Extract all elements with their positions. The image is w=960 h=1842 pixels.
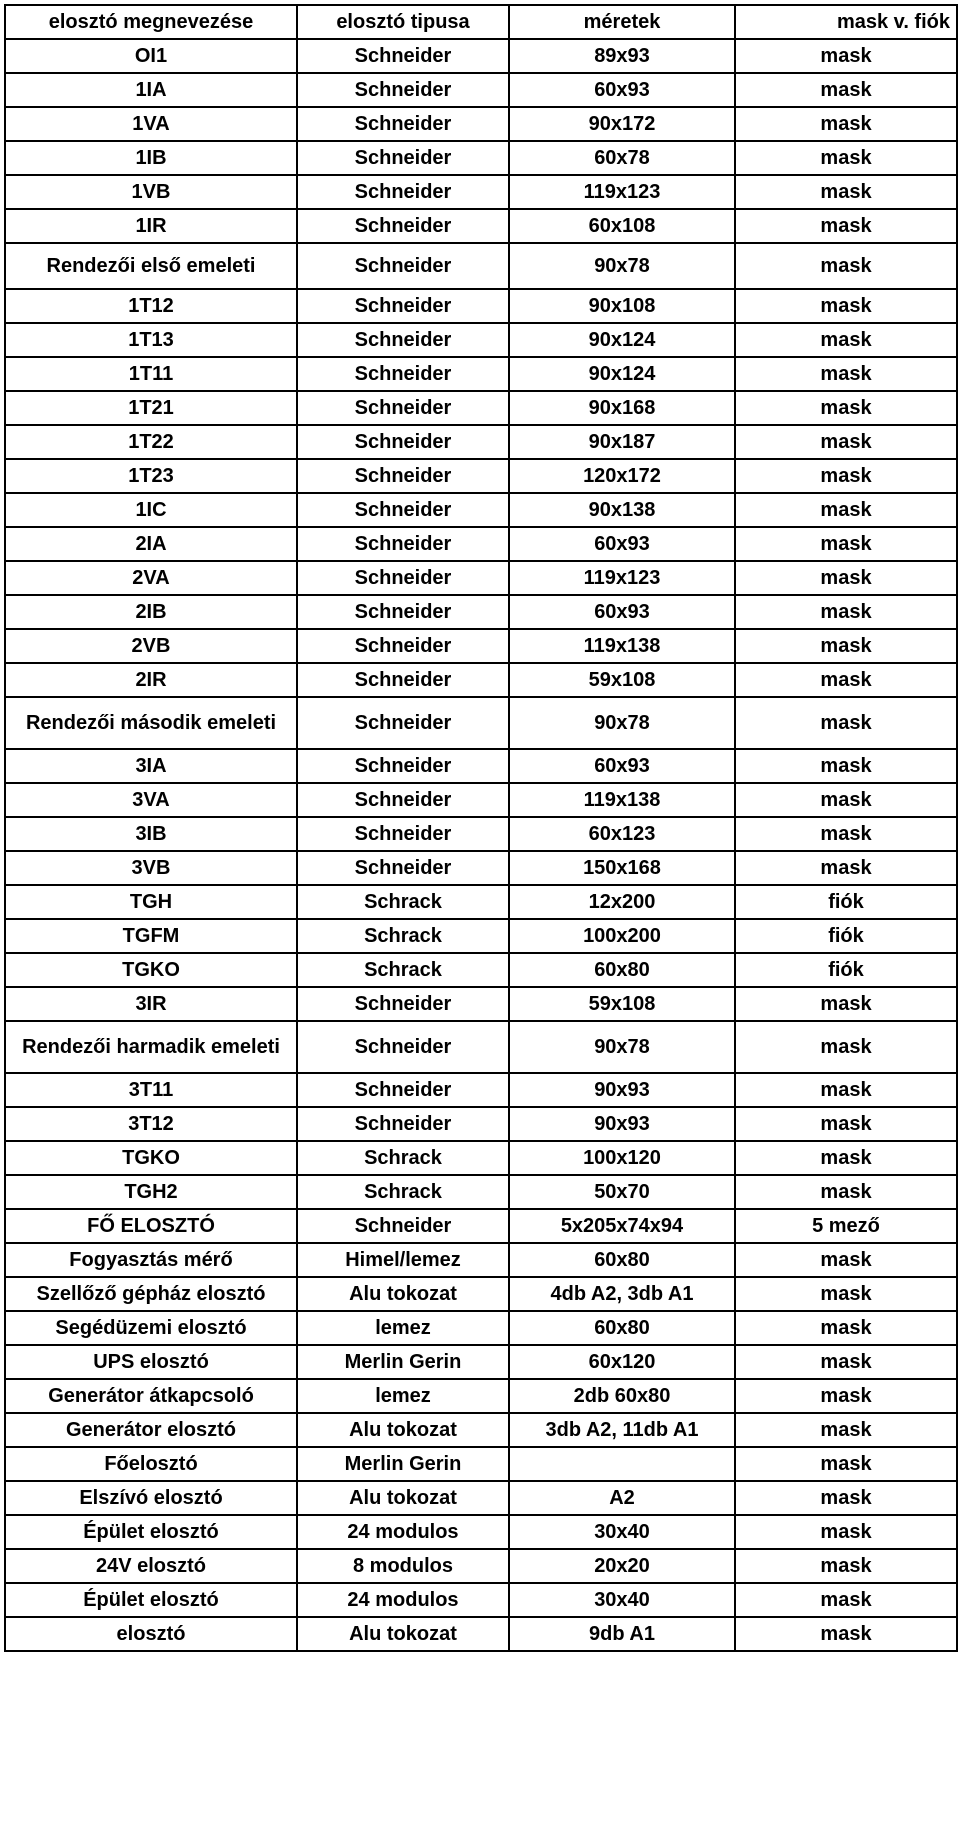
row-cell-mask-or-drawer: mask: [735, 323, 957, 357]
row-cell-name: Főelosztó: [5, 1447, 297, 1481]
row-cell-type: Schneider: [297, 1021, 509, 1073]
row-cell-size: 150x168: [509, 851, 735, 885]
row-cell-type: Schneider: [297, 107, 509, 141]
table-row: [5, 987, 957, 1021]
row-cell-name: FŐ ELOSZTÓ: [5, 1209, 297, 1243]
row-cell-mask-or-drawer: fiók: [735, 953, 957, 987]
row-cell-mask-or-drawer: mask: [735, 459, 957, 493]
header-cell-name: elosztó megnevezése: [5, 5, 297, 39]
row-cell-mask-or-drawer: mask: [735, 1175, 957, 1209]
row-cell-type: Schneider: [297, 851, 509, 885]
row-cell-mask-or-drawer: mask: [735, 391, 957, 425]
row-cell-mask-or-drawer: fiók: [735, 919, 957, 953]
row-cell-type: Schneider: [297, 289, 509, 323]
row-cell-size: 120x172: [509, 459, 735, 493]
header-row: [5, 5, 957, 39]
row-cell-mask-or-drawer: mask: [735, 289, 957, 323]
row-cell-mask-or-drawer: mask: [735, 663, 957, 697]
row-cell-type: Schneider: [297, 783, 509, 817]
table-row: [5, 175, 957, 209]
row-cell-mask-or-drawer: mask: [735, 749, 957, 783]
row-cell-size: 60x78: [509, 141, 735, 175]
row-cell-mask-or-drawer: mask: [735, 209, 957, 243]
row-cell-mask-or-drawer: mask: [735, 1583, 957, 1617]
row-cell-size: 60x123: [509, 817, 735, 851]
row-cell-name: 3IA: [5, 749, 297, 783]
row-cell-mask-or-drawer: mask: [735, 1549, 957, 1583]
row-cell-size: 60x80: [509, 953, 735, 987]
row-cell-name: 1VA: [5, 107, 297, 141]
header-cell-size: méretek: [509, 5, 735, 39]
header-cell-type: elosztó tipusa: [297, 5, 509, 39]
row-cell-name: Rendezői harmadik emeleti: [5, 1021, 297, 1073]
row-cell-type: Schneider: [297, 141, 509, 175]
row-cell-size: 90x124: [509, 323, 735, 357]
row-cell-type: Schneider: [297, 663, 509, 697]
row-cell-mask-or-drawer: mask: [735, 357, 957, 391]
table-row: [5, 107, 957, 141]
row-cell-size: 119x138: [509, 629, 735, 663]
table-row: [5, 749, 957, 783]
row-cell-type: Schneider: [297, 209, 509, 243]
row-cell-size: 5x205x74x94: [509, 1209, 735, 1243]
row-cell-name: Elszívó elosztó: [5, 1481, 297, 1515]
row-cell-type: Alu tokozat: [297, 1277, 509, 1311]
row-cell-type: Schneider: [297, 243, 509, 289]
row-cell-type: 24 modulos: [297, 1583, 509, 1617]
row-cell-name: 1T13: [5, 323, 297, 357]
table-row: [5, 1209, 957, 1243]
row-cell-name: 2VA: [5, 561, 297, 595]
row-cell-type: Schneider: [297, 73, 509, 107]
row-cell-type: Schrack: [297, 919, 509, 953]
row-cell-size: 119x123: [509, 175, 735, 209]
table-row: [5, 851, 957, 885]
table-row: [5, 425, 957, 459]
table-row: [5, 1379, 957, 1413]
row-cell-name: TGFM: [5, 919, 297, 953]
row-cell-type: Schneider: [297, 1073, 509, 1107]
row-cell-mask-or-drawer: mask: [735, 595, 957, 629]
row-cell-name: 1IB: [5, 141, 297, 175]
table-row: [5, 1447, 957, 1481]
table-row: [5, 1413, 957, 1447]
row-cell-name: 2VB: [5, 629, 297, 663]
row-cell-size: 3db A2, 11db A1: [509, 1413, 735, 1447]
table-row: [5, 1107, 957, 1141]
distribution-board-table: [4, 4, 958, 1652]
table-row: [5, 289, 957, 323]
row-cell-mask-or-drawer: mask: [735, 141, 957, 175]
row-cell-mask-or-drawer: mask: [735, 1617, 957, 1651]
row-cell-type: Schneider: [297, 697, 509, 749]
row-cell-name: Fogyasztás mérő: [5, 1243, 297, 1277]
row-cell-name: TGKO: [5, 953, 297, 987]
table-row: [5, 1481, 957, 1515]
table-row: [5, 1311, 957, 1345]
row-cell-name: TGH2: [5, 1175, 297, 1209]
row-cell-name: Rendezői második emeleti: [5, 697, 297, 749]
row-cell-mask-or-drawer: mask: [735, 493, 957, 527]
row-cell-type: Schneider: [297, 175, 509, 209]
row-cell-name: TGKO: [5, 1141, 297, 1175]
row-cell-type: Schneider: [297, 629, 509, 663]
table-row: [5, 73, 957, 107]
row-cell-size: 90x93: [509, 1073, 735, 1107]
table-row: [5, 243, 957, 289]
row-cell-size: 90x93: [509, 1107, 735, 1141]
row-cell-mask-or-drawer: mask: [735, 527, 957, 561]
row-cell-mask-or-drawer: mask: [735, 425, 957, 459]
row-cell-name: elosztó: [5, 1617, 297, 1651]
table-row: [5, 561, 957, 595]
row-cell-type: Schneider: [297, 493, 509, 527]
row-cell-name: Rendezői első emeleti: [5, 243, 297, 289]
row-cell-name: 2IR: [5, 663, 297, 697]
row-cell-mask-or-drawer: mask: [735, 1141, 957, 1175]
row-cell-mask-or-drawer: mask: [735, 561, 957, 595]
row-cell-name: 3IR: [5, 987, 297, 1021]
row-cell-mask-or-drawer: mask: [735, 851, 957, 885]
row-cell-name: TGH: [5, 885, 297, 919]
row-cell-size: 9db A1: [509, 1617, 735, 1651]
table-row: [5, 1617, 957, 1651]
row-cell-size: 60x93: [509, 527, 735, 561]
table-row: [5, 953, 957, 987]
row-cell-type: Schneider: [297, 459, 509, 493]
row-cell-name: 24V elosztó: [5, 1549, 297, 1583]
table-row: [5, 527, 957, 561]
table-row: [5, 629, 957, 663]
table-row: [5, 493, 957, 527]
row-cell-mask-or-drawer: mask: [735, 1481, 957, 1515]
table-row: [5, 885, 957, 919]
row-cell-size: 30x40: [509, 1583, 735, 1617]
row-cell-mask-or-drawer: mask: [735, 1515, 957, 1549]
table-row: [5, 141, 957, 175]
row-cell-size: 90x108: [509, 289, 735, 323]
row-cell-size: A2: [509, 1481, 735, 1515]
row-cell-mask-or-drawer: mask: [735, 629, 957, 663]
row-cell-mask-or-drawer: mask: [735, 39, 957, 73]
row-cell-mask-or-drawer: mask: [735, 1345, 957, 1379]
row-cell-name: Generátor átkapcsoló: [5, 1379, 297, 1413]
row-cell-mask-or-drawer: mask: [735, 1277, 957, 1311]
table-row: [5, 1345, 957, 1379]
row-cell-type: lemez: [297, 1379, 509, 1413]
row-cell-mask-or-drawer: mask: [735, 73, 957, 107]
row-cell-size: 59x108: [509, 987, 735, 1021]
distribution-board-sheet: [4, 4, 956, 1652]
row-cell-mask-or-drawer: mask: [735, 697, 957, 749]
row-cell-name: 3VB: [5, 851, 297, 885]
row-cell-name: 1VB: [5, 175, 297, 209]
row-cell-type: Alu tokozat: [297, 1617, 509, 1651]
row-cell-size: 60x93: [509, 749, 735, 783]
row-cell-name: 3T11: [5, 1073, 297, 1107]
row-cell-size: 119x123: [509, 561, 735, 595]
row-cell-name: Segédüzemi elosztó: [5, 1311, 297, 1345]
row-cell-size: 20x20: [509, 1549, 735, 1583]
table-row: [5, 1277, 957, 1311]
row-cell-name: 3VA: [5, 783, 297, 817]
row-cell-size: 100x200: [509, 919, 735, 953]
table-row: [5, 1583, 957, 1617]
table-row: [5, 323, 957, 357]
row-cell-type: Schneider: [297, 357, 509, 391]
row-cell-size: 119x138: [509, 783, 735, 817]
row-cell-type: Schneider: [297, 1107, 509, 1141]
row-cell-name: OI1: [5, 39, 297, 73]
row-cell-name: UPS elosztó: [5, 1345, 297, 1379]
row-cell-mask-or-drawer: mask: [735, 1447, 957, 1481]
header-cell-mask-or-drawer: mask v. fiók: [735, 5, 957, 39]
row-cell-type: Schrack: [297, 1175, 509, 1209]
table-row: [5, 1175, 957, 1209]
row-cell-name: Szellőző gépház elosztó: [5, 1277, 297, 1311]
row-cell-type: Schrack: [297, 953, 509, 987]
row-cell-name: 1T21: [5, 391, 297, 425]
table-body: [5, 5, 957, 1651]
row-cell-size: 90x124: [509, 357, 735, 391]
table-row: [5, 783, 957, 817]
row-cell-name: 2IB: [5, 595, 297, 629]
table-row: [5, 209, 957, 243]
row-cell-size: 90x138: [509, 493, 735, 527]
row-cell-size: 4db A2, 3db A1: [509, 1277, 735, 1311]
table-row: [5, 697, 957, 749]
row-cell-size: 90x78: [509, 243, 735, 289]
row-cell-name: 1IR: [5, 209, 297, 243]
row-cell-mask-or-drawer: mask: [735, 1379, 957, 1413]
row-cell-type: lemez: [297, 1311, 509, 1345]
row-cell-size: 30x40: [509, 1515, 735, 1549]
row-cell-mask-or-drawer: mask: [735, 175, 957, 209]
row-cell-type: Alu tokozat: [297, 1413, 509, 1447]
row-cell-size: 90x187: [509, 425, 735, 459]
row-cell-size: 60x80: [509, 1243, 735, 1277]
row-cell-mask-or-drawer: mask: [735, 1243, 957, 1277]
row-cell-size: 90x172: [509, 107, 735, 141]
table-row: [5, 391, 957, 425]
table-row: [5, 1073, 957, 1107]
row-cell-name: 1IC: [5, 493, 297, 527]
row-cell-type: 8 modulos: [297, 1549, 509, 1583]
row-cell-size: 60x93: [509, 595, 735, 629]
table-row: [5, 919, 957, 953]
row-cell-type: Schneider: [297, 527, 509, 561]
row-cell-mask-or-drawer: fiók: [735, 885, 957, 919]
row-cell-mask-or-drawer: mask: [735, 817, 957, 851]
row-cell-type: Schneider: [297, 595, 509, 629]
row-cell-type: Schneider: [297, 987, 509, 1021]
row-cell-mask-or-drawer: mask: [735, 1021, 957, 1073]
row-cell-size: 90x78: [509, 697, 735, 749]
row-cell-type: Schrack: [297, 885, 509, 919]
row-cell-type: Schneider: [297, 425, 509, 459]
row-cell-mask-or-drawer: mask: [735, 783, 957, 817]
row-cell-size: 59x108: [509, 663, 735, 697]
row-cell-type: Schneider: [297, 323, 509, 357]
row-cell-type: Schneider: [297, 749, 509, 783]
row-cell-type: Schneider: [297, 39, 509, 73]
row-cell-size: 89x93: [509, 39, 735, 73]
row-cell-mask-or-drawer: mask: [735, 1107, 957, 1141]
row-cell-name: 2IA: [5, 527, 297, 561]
row-cell-size: 100x120: [509, 1141, 735, 1175]
table-row: [5, 1243, 957, 1277]
row-cell-size: [509, 1447, 735, 1481]
table-row: [5, 817, 957, 851]
row-cell-name: 1T22: [5, 425, 297, 459]
row-cell-type: 24 modulos: [297, 1515, 509, 1549]
row-cell-name: Épület elosztó: [5, 1583, 297, 1617]
row-cell-size: 12x200: [509, 885, 735, 919]
table-row: [5, 595, 957, 629]
row-cell-mask-or-drawer: mask: [735, 1311, 957, 1345]
row-cell-mask-or-drawer: mask: [735, 987, 957, 1021]
row-cell-type: Schneider: [297, 817, 509, 851]
row-cell-size: 2db 60x80: [509, 1379, 735, 1413]
row-cell-type: Alu tokozat: [297, 1481, 509, 1515]
row-cell-size: 90x168: [509, 391, 735, 425]
table-row: [5, 1141, 957, 1175]
row-cell-size: 60x108: [509, 209, 735, 243]
row-cell-mask-or-drawer: mask: [735, 243, 957, 289]
table-row: [5, 1549, 957, 1583]
row-cell-name: 1IA: [5, 73, 297, 107]
table-row: [5, 39, 957, 73]
row-cell-name: 3IB: [5, 817, 297, 851]
row-cell-type: Merlin Gerin: [297, 1447, 509, 1481]
row-cell-type: Schrack: [297, 1141, 509, 1175]
row-cell-mask-or-drawer: mask: [735, 1073, 957, 1107]
row-cell-size: 50x70: [509, 1175, 735, 1209]
row-cell-size: 60x93: [509, 73, 735, 107]
row-cell-type: Merlin Gerin: [297, 1345, 509, 1379]
row-cell-type: Himel/lemez: [297, 1243, 509, 1277]
row-cell-mask-or-drawer: 5 mező: [735, 1209, 957, 1243]
table-row: [5, 663, 957, 697]
row-cell-size: 60x120: [509, 1345, 735, 1379]
table-row: [5, 1515, 957, 1549]
row-cell-name: 1T12: [5, 289, 297, 323]
table-row: [5, 357, 957, 391]
row-cell-type: Schneider: [297, 1209, 509, 1243]
row-cell-type: Schneider: [297, 561, 509, 595]
row-cell-name: Generátor elosztó: [5, 1413, 297, 1447]
row-cell-type: Schneider: [297, 391, 509, 425]
row-cell-name: 1T11: [5, 357, 297, 391]
row-cell-name: 1T23: [5, 459, 297, 493]
table-row: [5, 459, 957, 493]
row-cell-mask-or-drawer: mask: [735, 1413, 957, 1447]
row-cell-size: 90x78: [509, 1021, 735, 1073]
row-cell-size: 60x80: [509, 1311, 735, 1345]
table-row: [5, 1021, 957, 1073]
row-cell-name: Épület elosztó: [5, 1515, 297, 1549]
row-cell-mask-or-drawer: mask: [735, 107, 957, 141]
row-cell-name: 3T12: [5, 1107, 297, 1141]
